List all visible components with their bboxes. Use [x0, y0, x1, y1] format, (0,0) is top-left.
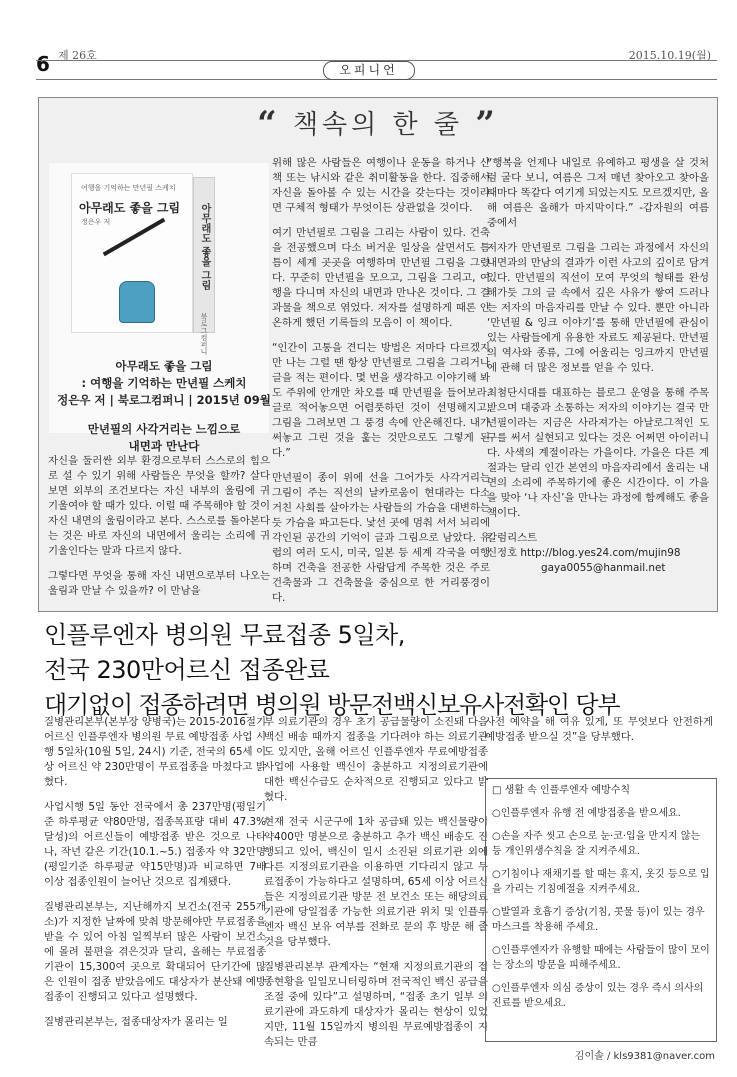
- column-title-text: 책속의 한 줄: [292, 110, 464, 140]
- tip-item: ○손을 자주 씻고 손으로 눈·코·입을 만지지 않는 등 개인위생수칙을 잘 지켜주세요.: [492, 831, 701, 857]
- cover-spine-title: 아무래도 좋을 그림: [199, 203, 210, 290]
- prevention-tips-box: [485, 778, 717, 1042]
- headline-line: 전국 230만어르신 접종완료: [44, 656, 330, 684]
- columnist-info: 신정호 http://blog.yes24.com/mujin98: [487, 547, 681, 559]
- cover-publisher: 북로그컴퍼니: [200, 313, 208, 355]
- paragraph: 여기 만년필로 그림을 그리는 사람이 있다. 건축을 전공했으며 다소 버거운 일상을 살면서도 틈틈이 세계 곳곳을 여행하며 만년필 그림을 그렸다. 꾸준히 만년필을 모으고, 그림을 그리고, 여행을 다니며 자신의 내면과 만나온 것이다. 그 결과물을 책으로 엮었다. 저자를 설명하게 때론 안온하게 했던 기록들의 모음이 이 책이다.: [272, 227, 490, 329]
- article-column-1: [44, 715, 266, 1040]
- paragraph: 현재 전국 시군구에 1차 공급돼 있는 백신물량이 약400만 명분으로 충분하고 추가 백신 배송도 진행되고 있어, 백신이 일시 소진된 의료기관 외에 다른 지정의료기관을 이용하면 기다리지 않고 무료접종이 가능하다고 설명하며, 65세 이상 어르신들은 지정의료기관 방문 전 보건소 또는 해당의료기관에 당일접종 가능한 의료기관 위치 및 인플루엔자 백신 보유 여부를 전화로 문의 후 방문 해 줄 것을 당부했다.: [264, 816, 488, 948]
- reporter-byline: 김이솔 / kls9381@naver.com: [574, 1051, 715, 1062]
- review-column-1: [48, 454, 270, 609]
- tip-item: ○인플루엔자가 유행할 때에는 사람들이 많이 모이는 장소의 방문을 피해주세요.: [492, 945, 710, 971]
- review-subtitle: 내면과 만난다: [128, 439, 200, 453]
- paragraph: “인간이 고통을 견디는 방법은 저마다 다르겠지만 나는 그럴 땐 항상 만년필로 그림을 그리거나 글을 적는 편이다. 몇 번을 생각하고 이야기해 봐도 주위에 안개만 차오를 때 만년필을 들어보라. 글로 적어놓으면 어렴풋하던 것이 선명해지고, 그림을 그려보면 그 풍경 속에 안온해진다. 내가 써놓고 그린 것을 훑는 것만으로도 그렇게 된다.”: [272, 342, 490, 459]
- paragraph: 사업시행 5일 동안 전국에서 총 237만명(평일기준 하루평균 약80만명, 접종목표량 대비 47.3% 달성)의 어르신들이 예방접종 받은 것으로 나타나, 작년 같은 기간(10.1.~5.) 접종자 약 32만명(평일기준 하루평균 약15만명)과 비교하면 7배 이상 접종인원이 늘어난 것으로 집계됐다.: [44, 801, 266, 888]
- issue-number: 제 26호: [58, 49, 97, 62]
- review-column-2: [272, 156, 490, 616]
- tip-item: ○인플루엔자 유행 전 예방접종을 받으세요.: [492, 808, 681, 819]
- issue-date: 2015.10.19(월): [628, 49, 711, 62]
- cover-tagline: 여행을 기억하는 만년필 스케치: [81, 184, 176, 192]
- columnist-email: gaya0055@hanmail.net: [541, 562, 666, 574]
- review-column-3: [487, 156, 709, 576]
- cover-author: 정은우 저: [81, 218, 111, 226]
- book-info: [49, 358, 279, 455]
- book-review-box: [38, 97, 718, 612]
- ink-bottle-icon: [119, 281, 155, 323]
- paragraph: “행복을 언제나 내일로 유예하고 평생을 살 것처럼 굴다 보니, 여름은 그저 매년 찾아오고 찾아올 때마다 똑같다 여기게 되었는지도 모르겠지만, 올해 여름은 올해가 마지막이다.” -갑자원의 여름 중에서: [487, 157, 709, 229]
- review-subtitle: 만년필의 사각거리는 느낌으로: [87, 422, 241, 436]
- paragraph: 최첨단시대를 대표하는 블로그 운영을 통해 주목받으며 대중과 소통하는 저자의 이야기는 결국 만년필이라는 지금은 사라져가는 아날로그적인 도구를 써서 실현되고 있다는 것은 어쩌면 아이러니다. 사색의 계절이라는 가을이다. 가을은 다른 계절과는 달리 인간 본연의 마음자리에서 울리는 내면의 소리에 주목하기에 좋은 시간이다. 이 가을을 맞아 ‘나 자신’을 만나는 과정에 함께해도 좋을 책이다.: [487, 387, 709, 519]
- paragraph: 질병관리본부(본부장 양병국)는 2015-2016절기 어르신 인플루엔자 병의원 무료 예방접종 사업 시행 5일차(10월 5일, 24시) 기준, 전국의 65세 이상 어르신 약 230만명이 무료접종을 마쳤다고 밝혔다.: [44, 716, 266, 788]
- paragraph: 그렇다면 무엇을 통해 자신 내면으로부터 나오는 울림과 만날 수 있을까? 이 만남을: [48, 570, 270, 597]
- article-column-3: [485, 715, 713, 755]
- headline-line: 대기없이 접종하려면 병의원 방문전백신보유사전확인 당부: [44, 691, 620, 719]
- article-headline: [44, 618, 734, 723]
- paragraph: 사전 예약을 해 여유 있게, 또 무엇보다 안전하게 예방접종 받으실 것”을 당부했다.: [485, 716, 713, 743]
- open-quote: “: [257, 104, 281, 144]
- paragraph: 저자가 만년필로 그림을 그리는 과정에서 자신의 내면과의 만남의 결과가 이런 사고의 깊이로 담겨있다. 만년필의 직선이 모여 무엇의 형태를 완성해가듯 그의 글 속에서 깊은 사유가 쌓여 드러나는 저자의 마음자리를 만날 수 있다. 뿐만 아니라 ‘만년필 & 잉크 이야기’를 통해 만년필에 관심이 있는 사람들에게 유용한 자료도 제공된다. 만년필의 역사와 종류, 그에 어울리는 잉크까지 만년필에 관해 더 많은 정보를 얻을 수 있다.: [487, 242, 709, 374]
- paragraph: 질병관리본부 관계자는 “현재 지정의료기관의 접종현황을 일일모니터링하며 전국적인 백신 공급을 조절 중에 있다”고 설명하며, “접종 초기 일부 의료기관에 과도하게 대상자가 몰리는 현상이 있었지만, 11월 15일까지 병의원 무료예방접종이 지속되는 만큼: [264, 961, 488, 1048]
- book-info-line: 정은우 저 | 북로그컴퍼니 | 2015년 09월: [57, 393, 271, 407]
- tip-item: ○인플루엔자 의심 증상이 있는 경우 즉시 의사의 진료를 받으세요.: [492, 983, 704, 1009]
- paragraph: 부 의료기관의 경우 초기 공급물량이 소진돼 다음 백신 배송 때까지 접종을 기다려야 하는 의료기관도 있지만, 올해 어르신 인플루엔자 무료예방접종 사업에 사용할 백신이 충분하고 지정의료기관에 대한 백신수급도 순차적으로 진행되고 있다고 밝혔다.: [264, 716, 488, 803]
- book-info-line: : 여행을 기억하는 만년필 스케치: [81, 376, 247, 390]
- close-quote: ”: [475, 104, 499, 144]
- column-title: [39, 98, 717, 148]
- book-info-line: 아무래도 좋을 그림: [115, 359, 213, 373]
- paragraph: 질병관리본부는, 접종대상자가 몰리는 일: [44, 1016, 228, 1028]
- headline-line: 인플루엔자 병의원 무료접종 5일차,: [44, 621, 405, 649]
- columnist-label: 칼럼리스트: [487, 532, 538, 544]
- paragraph: 질병관리본부는, 지난해까지 보건소(전국 255개소)가 지정한 날짜에 맞춰 방문해야만 무료접종을 받을 수 있어 아침 일찍부터 많은 사람이 보건소에 몰려 불편을 겪은것과 달리, 올해는 무료접종 기관이 15,300여 곳으로 확대되어 단기간에 많은 인원이 접종 받았음에도 대상자가 분산돼 예방접종이 진행되고 있다고 설명했다.: [44, 901, 266, 1003]
- paragraph: 만년필이 종이 위에 선을 그어가듯 사각거리는 그림이 주는 직선의 날카로움이 현대라는 다소 거친 사회를 살아가는 사람들의 가슴을 대변하는 듯 가슴을 파고든다. 낯선 곳에 멈춰 서서 뇌리에 각인된 공간의 기억이 글과 그림으로 남았다. 유럽의 여러 도시, 미국, 일본 등 세계 각국을 여행하며 건축을 전공한 사람답게 주목한 것은 주로 건축물과 그 건축물을 중심으로 한 거리풍경이다.: [272, 472, 490, 604]
- tip-item: ○기침이나 재채기를 할 때는 휴지, 옷깃 등으로 입을 가리는 기침예절을 지켜주세요.: [492, 869, 710, 895]
- paragraph: 위해 많은 사람들은 여행이나 운동을 하거나 산책 또는 낚시와 같은 취미활동을 한다. 집중해서 자신을 돌아볼 수 있는 시간을 갖는다는 것이라면 구체적 형태가 무엇이든 상관없을 것이다.: [272, 157, 490, 214]
- page-number: 6: [36, 52, 50, 76]
- cover-title: 아무래도 좋을 그림: [79, 201, 181, 215]
- paragraph: 자신을 둘러싼 외부 환경으로부터 스스로의 힘으로 설 수 있기 위해 사람들은 무엇을 할까? 살다보면 외부의 조건보다는 자신 내부의 울림에 귀 기울여야 할 때가 있다. 이럴 때 주목해야 할 것이 자신 내면의 울림이라고 본다. 스스로를 돌아본다는 것은 바로 자신의 내면에서 울리는 소리에 귀 기울인다는 말과 다르지 않다.: [48, 455, 270, 557]
- tip-item: ○발열과 호흡기 증상(기침, 콧물 등)이 있는 경우 마스크를 착용해 주세요.: [492, 907, 705, 933]
- article-column-2: [264, 715, 488, 1060]
- page-header: [0, 0, 737, 80]
- tips-title: □ 생활 속 인플루엔자 예방수칙: [492, 785, 631, 796]
- section-label: 오피니언: [323, 61, 415, 80]
